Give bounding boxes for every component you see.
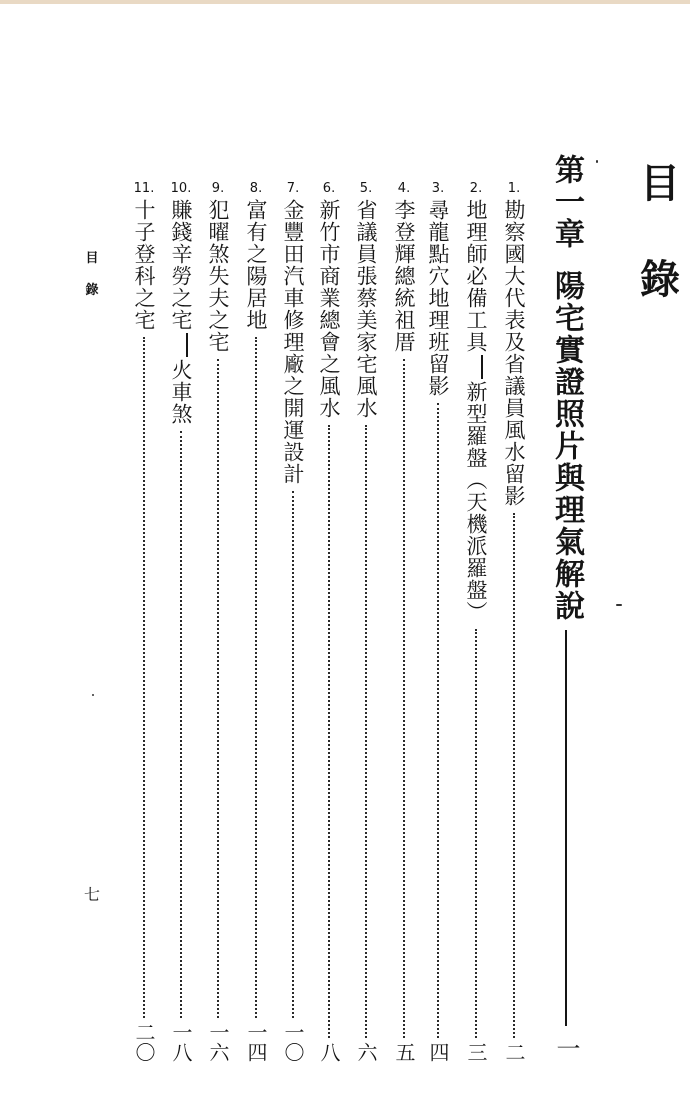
entry-number: 8.: [249, 181, 263, 196]
entry-page-number: 六: [354, 1042, 378, 1062]
entry-page-number: 三: [464, 1042, 488, 1062]
entry-page-number: 一〇: [281, 1022, 305, 1062]
print-speck: [616, 604, 622, 606]
entry-title: 犯曜煞失夫之宅: [206, 199, 230, 353]
running-head: [80, 250, 104, 300]
running-head-char-1: 目: [85, 251, 99, 266]
entry-number: 5.: [359, 181, 373, 196]
entry-page-number: 八: [317, 1042, 341, 1062]
toc-entry-6[interactable]: [311, 182, 347, 1062]
toc-entry-1[interactable]: [496, 182, 532, 1062]
chapter-title: 陽宅實證照片與理氣解說: [549, 270, 584, 622]
entry-title-line: [167, 199, 195, 425]
dot-leader: [475, 629, 477, 1038]
entry-subtitle: 火車煞: [169, 359, 193, 425]
dot-leader: [365, 425, 367, 1038]
dot-leader: [292, 491, 294, 1018]
toc-entry-10[interactable]: [163, 182, 199, 1062]
entry-dash: [186, 333, 188, 357]
dot-leader: [437, 403, 439, 1038]
toc-entry-3[interactable]: [420, 182, 456, 1062]
toc-entry-9[interactable]: [200, 182, 236, 1062]
entry-page-number: 一六: [206, 1022, 230, 1062]
entry-title: 金豐田汽車修理廠之開運設計: [281, 199, 305, 485]
chapter-page-number: 一: [552, 1036, 580, 1060]
entry-number: 3.: [431, 181, 445, 196]
chapter-label: 第一章: [549, 154, 584, 250]
entry-subtitle: 新型羅盤（天機派羅盤）: [464, 381, 488, 623]
dot-leader: [180, 431, 182, 1018]
entry-number: 2.: [469, 181, 483, 196]
entry-dash: [481, 355, 483, 379]
folio-page-number: 七: [83, 885, 100, 904]
chapter-heading-text: [544, 154, 588, 622]
entry-title: 新竹市商業總會之風水: [317, 199, 341, 419]
entry-title: 賺錢辛勞之宅: [169, 199, 193, 331]
page-title: [636, 160, 684, 304]
page-title-char-2: 錄: [640, 257, 680, 303]
entry-number: 6.: [322, 181, 336, 196]
running-head-char-2: 錄: [85, 283, 99, 298]
dot-leader: [328, 425, 330, 1038]
chapter-leader-rule: [565, 630, 567, 1026]
entry-page-number: 一四: [244, 1022, 268, 1062]
entry-number: 9.: [211, 181, 225, 196]
entry-number: 4.: [397, 181, 411, 196]
entry-title-line: [462, 199, 490, 623]
entry-number: 1.: [507, 181, 521, 196]
entry-page-number: 一八: [169, 1022, 193, 1062]
entry-title: 十子登科之宅: [132, 199, 156, 331]
print-speck: [596, 160, 598, 163]
toc-entry-5[interactable]: [348, 182, 384, 1062]
print-speck: [92, 694, 94, 696]
entry-number: 11.: [133, 181, 155, 196]
toc-entry-11[interactable]: [126, 182, 162, 1062]
toc-entry-4[interactable]: [386, 182, 422, 1062]
entry-title: 尋龍點穴地理班留影: [426, 199, 450, 397]
entry-title: 李登輝總統祖厝: [392, 199, 416, 353]
toc-entry-8[interactable]: [238, 182, 274, 1062]
chapter-heading[interactable]: [544, 154, 588, 1060]
dot-leader: [217, 359, 219, 1018]
toc-entry-2[interactable]: [458, 182, 494, 1062]
dot-leader: [255, 337, 257, 1018]
entry-page-number: 四: [426, 1042, 450, 1062]
entry-title: 富有之陽居地: [244, 199, 268, 331]
entry-title: 省議員張蔡美家宅風水: [354, 199, 378, 419]
dot-leader: [143, 337, 145, 1018]
entry-title: 勘察國大代表及省議員風水留影: [502, 199, 526, 507]
page-title-char-1: 目: [640, 161, 680, 207]
dot-leader: [403, 359, 405, 1038]
dot-leader: [513, 513, 515, 1038]
toc-entry-7[interactable]: [275, 182, 311, 1062]
entry-title: 地理師必備工具: [464, 199, 488, 353]
entry-number: 7.: [286, 181, 300, 196]
entry-page-number: 二: [502, 1042, 526, 1062]
entry-number: 10.: [170, 181, 192, 196]
entry-page-number: 五: [392, 1042, 416, 1062]
entry-page-number: 二〇: [132, 1022, 156, 1062]
